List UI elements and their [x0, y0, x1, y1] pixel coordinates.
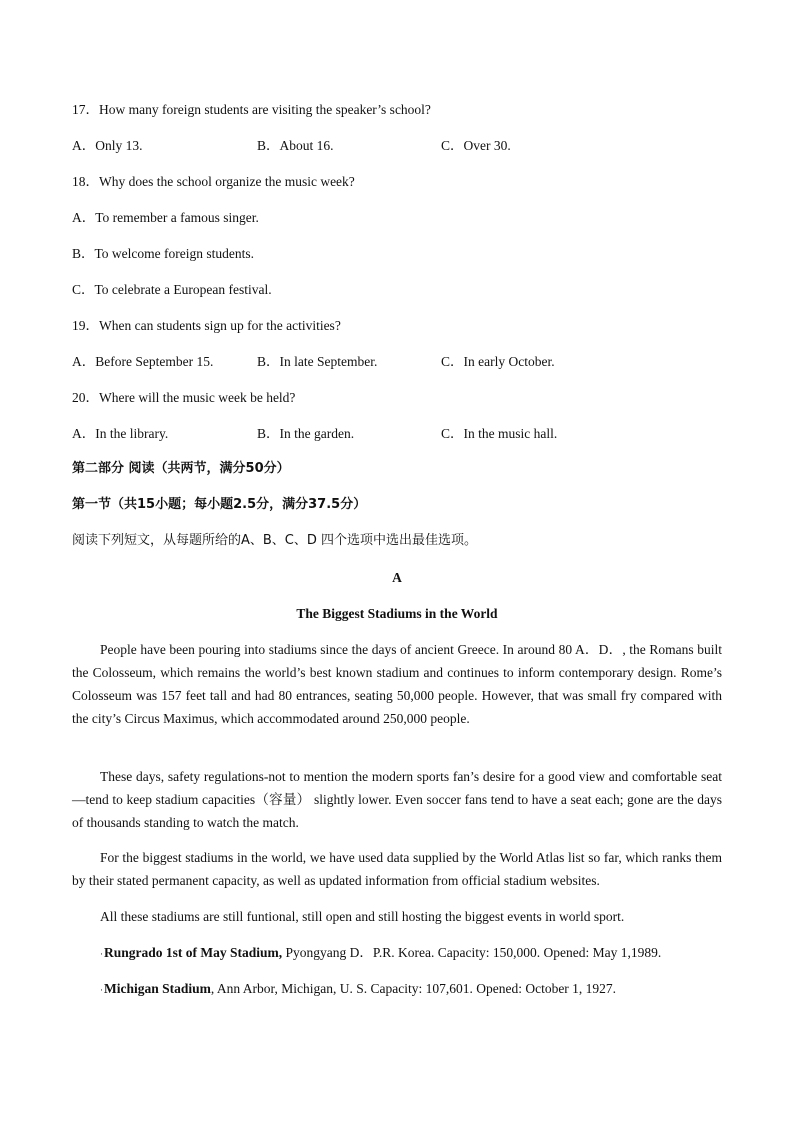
- q18-option-a: A．To remember a famous singer.: [72, 210, 259, 225]
- part-heading: 第二部分 阅读（共两节，满分50分）: [72, 461, 290, 476]
- question-18: 18．Why does the school organize the music week?: [72, 174, 355, 189]
- question-19: 19．When can students sign up for the activities?: [72, 318, 341, 333]
- passage-paragraph-1: People have been pouring into stadiums since the days of ancient Greece. In around 80 A．D．, the Romans built the Colosseum, which remains the world’s best known stadium and continues to inform contemporary design. Rome’s Colosseum was 157 feet tall and had 80 entrances, seating 50,000 people. However, that was small fry compared with the city’s Circus Maximus, which accommodated around 250,000 people.: [72, 642, 722, 726]
- passage-title: The Biggest Stadiums in the World: [296, 606, 498, 621]
- subsection-heading: 第一节（共15小题；每小题2.5分，满分37.5分）: [72, 497, 367, 512]
- q19-option-b: B．In late September.: [257, 354, 378, 369]
- passage-paragraph-4: All these stadiums are still funtional, still open and still hosting the biggest events in world sport.: [100, 909, 625, 924]
- bullet-dot-icon: ·: [100, 948, 103, 959]
- q20-option-b: B．In the garden.: [257, 426, 355, 441]
- reading-instruction: 阅读下列短文，从每题所给的A、B、C、D 四个选项中选出最佳选项。: [72, 533, 478, 548]
- q17-option-c: C．Over 30.: [441, 138, 511, 153]
- bullet-dot-icon: ·: [100, 984, 103, 995]
- passage-letter: A: [392, 570, 402, 585]
- passage-paragraph-2: These days, safety regulations-not to mention the modern sports fan’s desire for a good view and comfortable seat—tend to keep stadium capacities（容量） slightly lower. Even soccer fans tend to have a seat each; gone are the days of thousands standing to watch the match.: [72, 769, 722, 830]
- q20-option-a: A．In the library.: [72, 426, 169, 441]
- stadium-item-2: ·Michigan Stadium, Ann Arbor, Michigan, U. S. Capacity: 107,601. Opened: October 1, 1927.: [100, 981, 617, 996]
- q19-option-a: A．Before September 15.: [72, 354, 214, 369]
- q19-option-c: C．In early October.: [441, 354, 555, 369]
- q18-option-c: C．To celebrate a European festival.: [72, 282, 272, 297]
- q18-option-b: B．To welcome foreign students.: [72, 246, 255, 261]
- question-20: 20．Where will the music week be held?: [72, 390, 296, 405]
- stadium-item-1: ·Rungrado 1st of May Stadium, Pyongyang D．P.R. Korea. Capacity: 150,000. Opened: May 1,1989.: [100, 945, 662, 960]
- question-17: 17．How many foreign students are visiting the speaker’s school?: [72, 102, 431, 117]
- passage-paragraph-3: For the biggest stadiums in the world, we have used data supplied by the World Atlas list so far, which ranks them by their stated permanent capacity, as well as updated information from official stadium websites.: [72, 850, 722, 888]
- q17-option-b: B．About 16.: [257, 138, 334, 153]
- q17-option-a: A．Only 13.: [72, 138, 143, 153]
- q20-option-c: C．In the music hall.: [441, 426, 558, 441]
